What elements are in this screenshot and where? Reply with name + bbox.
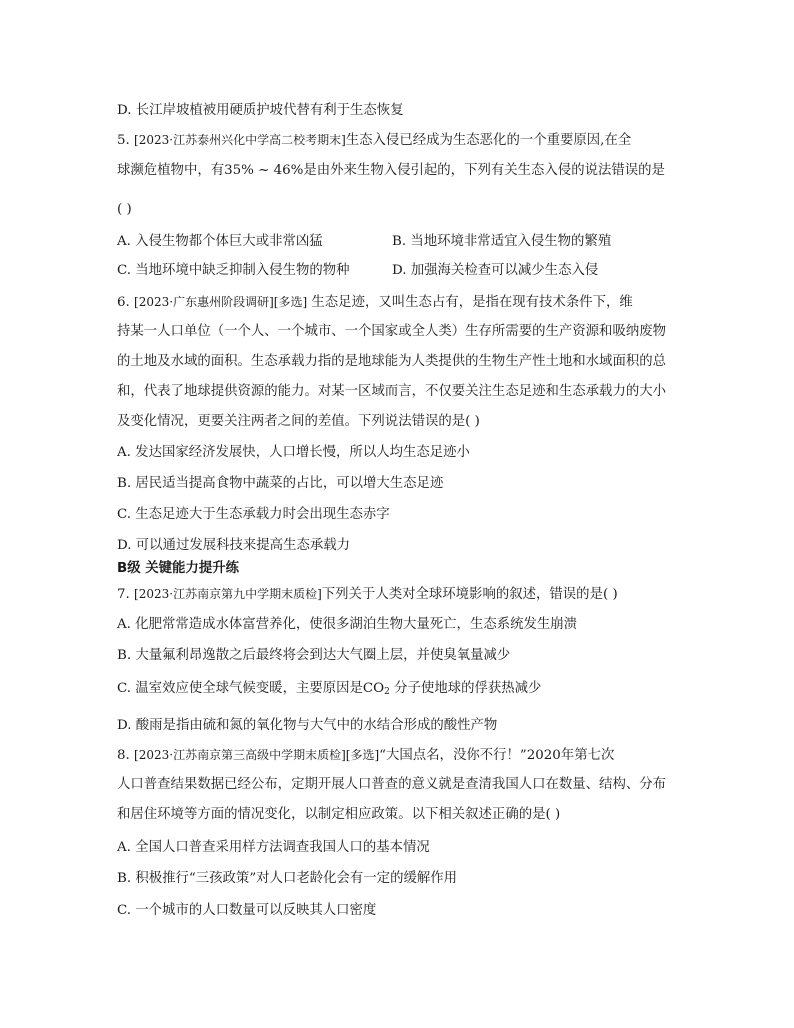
q6-number: 6.	[117, 295, 130, 310]
q8-option-c: C. 一个城市的人口数量可以反映其人口密度	[117, 903, 377, 918]
q5-options-row-1	[117, 233, 323, 251]
q7-stem-1: 下列关于人类对全球环境影响的叙述，错误的是( )	[321, 587, 618, 602]
q8-option-b: B. 积极推行“三孩政策”对人口老龄化会有一定的缓解作用	[117, 871, 458, 886]
q8-number: 8.	[117, 748, 130, 763]
q5-answer-bracket: ( )	[117, 202, 132, 217]
q6-stem-4: 和，代表了地球提供资源的能力。对某一区域而言，不仅要关注生态足迹和生态承载力的大小	[117, 384, 667, 399]
q7-option-c-subscript: 2	[384, 687, 390, 697]
q7-option-c-text-end: 分子使地球的俘获热减少	[389, 681, 542, 696]
q7-option-c	[117, 680, 541, 701]
q8-option-a: A. 全国人口普查采用样方法调查我国人口的基本情况	[117, 840, 430, 855]
q7-source: [2023·江苏南京第九中学期末质检]	[134, 587, 322, 601]
q8-stem-3: 和居住环境等方面的情况变化，以制定相应政策。以下相关叙述正确的是( )	[117, 807, 561, 822]
q4-option-d: D. 长江岸坡植被用硬质护坡代替有利于生态恢复	[117, 103, 404, 118]
q6-stem-5: 及变化情况，更要关注两者之间的差值。下列说法错误的是( )	[117, 414, 480, 429]
q7-option-a: A. 化肥常常造成水体富营养化，使很多湖泊生物大量死亡，生态系统发生崩溃	[117, 617, 578, 632]
q7-option-c-text: C. 温室效应使全球气候变暖，主要原因是CO	[117, 681, 385, 696]
q6-source: [2023·广东惠州阶段调研]	[134, 295, 274, 309]
q5-number: 5.	[117, 133, 130, 148]
q5-option-c: C. 当地环境中缺乏抑制入侵生物的物种	[117, 263, 350, 278]
q6-option-b: B. 居民适当提高食物中蔬菜的占比，可以增大生态足迹	[117, 476, 444, 491]
q7-option-d: D. 酸雨是指由硫和氮的氧化物与大气中的水结合形成的酸性产物	[117, 718, 498, 733]
q6-line-1	[117, 293, 633, 312]
q7-number: 7.	[117, 587, 130, 602]
q5-option-a: A. 入侵生物都个体巨大或非常凶猛	[117, 234, 323, 249]
q6-option-d: D. 可以通过发展科技来提高生态承载力	[117, 538, 351, 553]
q6-option-c: C. 生态足迹大于生态承载力时会出现生态赤字	[117, 507, 390, 522]
q8-tag: [多选]	[345, 748, 380, 762]
q8-source: [2023·江苏南京第三高级中学期末质检]	[134, 748, 346, 762]
q6-tag: [多选]	[273, 295, 308, 309]
q7-option-b: B. 大量氟利昂逸散之后最终将会到达大气圈上层，并使臭氧量减少	[117, 648, 511, 663]
q5-stem-2: 球濒危植物中，有35% ~ 46%是由外来生物入侵引起的，下列有关生态入侵的说法错误的是	[117, 163, 665, 178]
q5-option-b: B. 当地环境非常适宜入侵生物的繁殖	[392, 234, 612, 249]
q7-line-1	[117, 585, 618, 604]
q6-stem-3: 的土地及水域的面积。生态承载力指的是地球能为人类提供的生物生产性土地和水域面积的总	[117, 354, 667, 369]
section-b-heading: B级 关键能力提升练	[117, 561, 239, 576]
q6-stem-2: 持某一人口单位（一个人、一个城市、一个国家或全人类）生存所需要的生产资源和吸纳废物	[117, 324, 667, 339]
q5-line-1	[117, 131, 631, 150]
q5-source: [2023·江苏泰州兴化中学高二校考期末]	[134, 133, 346, 147]
q6-option-a: A. 发达国家经济发展快，人口增长慢，所以人均生态足迹小	[117, 445, 470, 460]
q5-option-d: D. 加强海关检查可以减少生态入侵	[392, 263, 599, 278]
q8-stem-1: “大国点名，没你不行！”2020年第七次	[379, 748, 615, 763]
q5-stem-1: 生态入侵已经成为生态恶化的一个重要原因,在全	[345, 133, 632, 148]
q6-stem-1: 生态足迹，又叫生态占有，是指在现有技术条件下，维	[307, 295, 633, 310]
q8-line-1	[117, 746, 614, 765]
q8-stem-2: 人口普查结果数据已经公布，定期开展人口普查的意义就是查清我国人口在数量、结构、分布	[117, 777, 667, 792]
